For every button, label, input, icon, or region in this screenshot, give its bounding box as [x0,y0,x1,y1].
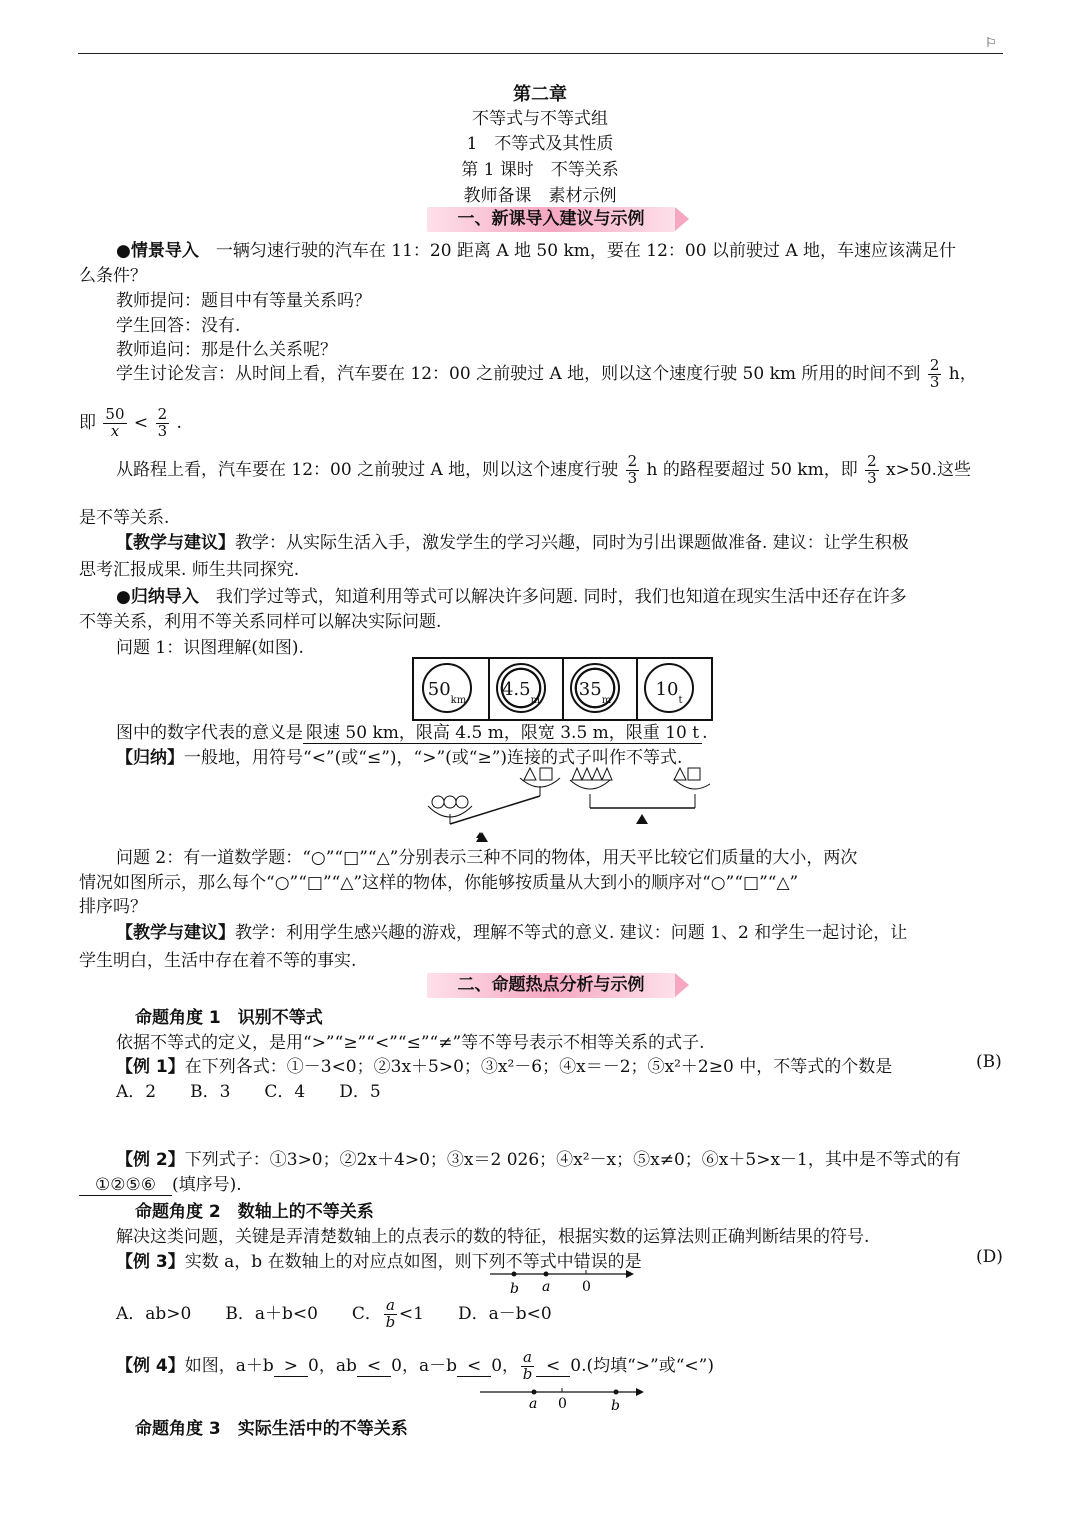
example-2-text: 下列式子：①3>0；②2x＋4>0；③x＝2 026；④x²－x；⑤x≠0；⑥x＋5>x－1，其中是不等式的有 [184,1150,961,1170]
teaching-advice-1-cont: 思考汇报成果. 师生共同探究. [79,560,300,580]
example-4-answer-1: > [274,1356,308,1377]
fraction-50-over-x [103,407,126,440]
student-answer-1: 学生回答：没有. [116,316,241,336]
ji-text: 即 [79,412,96,433]
problem-2-c: 排序吗？ [79,897,147,917]
meaning-lead: 图中的数字代表的意义是 [116,723,303,743]
teaching-advice-label: 【教学与建议】 [116,923,235,943]
sign-width-limit [570,663,620,713]
point-a [544,1272,549,1277]
frac-num: 2 [929,356,940,374]
example-3-label: 【例 3】 [116,1252,185,1272]
inequality-line [79,407,182,440]
fraction-two-thirds [928,358,942,391]
teacher-question-1: 教师提问：题目中有等量关系吗？ [116,291,371,311]
problem-1: 问题 1：识图理解(如图). [116,638,304,658]
lt-sign: < [133,412,149,433]
point-a [532,1390,537,1395]
sign-value: 10 [655,679,679,700]
sign-height-limit [496,663,546,713]
example-3-options-a: A．ab>0 B．a＋b<0 C． [116,1303,382,1324]
angle-3-title: 命题角度 3 实际生活中的不等关系 [135,1419,408,1439]
induction-label: ●归纳导入 [116,587,199,607]
frac-den: 3 [929,372,940,391]
flag-icon: ⚐ [985,36,997,51]
fraction-a-over-b-2 [521,1350,534,1383]
teaching-advice-label: 【教学与建议】 [116,533,235,553]
example-2-tail: (填序号). [171,1175,242,1195]
banner-new-lesson: 一、新课导入建议与示例 [427,207,675,232]
sign-divider [636,659,638,719]
frac-den: 3 [157,421,168,440]
angle-2-title: 命题角度 2 数轴上的不等关系 [135,1202,374,1222]
example-3-answer: (D) [976,1247,1003,1267]
frac-den: x [110,421,120,440]
example-3-options [116,1298,552,1331]
fraction-two-thirds-b [156,407,170,440]
frac-den: 3 [867,468,877,487]
frac-den: b [522,1364,533,1383]
angle-1-desc: 依据不等式的定义，是用“>”“≥”“<”“≤”“≠”等不等号表示不相等关系的式子. [116,1033,705,1053]
meaning-end: . [702,723,708,743]
example-4-answer-2: < [357,1356,391,1377]
angle-2-desc: 解决这类问题，关键是弄清楚数轴上的点表示的数的特征，根据实数的运算法则正确判断结果的符号. [116,1227,870,1247]
teacher-question-2: 教师追问：那是什么关系呢？ [116,340,337,360]
sign-divider [562,659,564,719]
scene-paragraph [116,236,956,261]
teaching-advice-text: 教学：从实际生活入手，激发学生的学习兴趣，同时为引出课题做准备. 建议：让学生积极 [235,533,909,553]
lesson-title: 第 1 课时 不等关系 [461,160,619,180]
frac-num: a [385,1296,395,1314]
induction-paragraph [116,582,907,607]
example-3-text: 实数 a，b 在数轴上的对应点如图，则下列不等式中错误的是 [184,1252,642,1272]
meaning-answer: 限速 50 km，限高 4.5 m，限宽 3.5 m，限重 10 t [303,723,702,744]
meaning-line [116,718,707,743]
label-b: b [510,1281,519,1297]
example-1 [116,1052,892,1077]
sign-divider [488,659,490,719]
induction-text: 我们学过等式，知道利用等式可以解决许多问题. 同时，我们也知道在现实生活中还存在许多 [198,587,907,607]
label-a: a [529,1396,538,1412]
sign-value: 4.5 [501,679,531,700]
sign-value: 35 [578,679,602,700]
sign-speed-limit [422,663,472,713]
sign-unit: m [530,695,541,706]
problem-2: 问题 2：有一道数学题：“○”“□”“△”分别表示三种不同的物体，用天平比较它们质量的大小，两次 [116,848,858,868]
sign-value: 50 [427,679,451,700]
route-text-a: 从路程上看，汽车要在 12：00 之前驶过 A 地，则以这个速度行驶 [116,459,619,480]
point-b [614,1390,619,1395]
problem-2-b: 情况如图所示，那么每个“○”“□”“△”这样的物体，你能够按质量从大到小的顺序对“○”“□”“△” [79,873,799,893]
balance-scales-figure [420,766,710,846]
frac-num: a [523,1348,532,1366]
example-4-label: 【例 4】 [116,1355,185,1376]
teaching-advice-text: 教学：利用学生感兴趣的游戏，理解不等式的意义. 建议：问题 1、2 和学生一起讨论，让 [235,923,908,943]
example-4-answer-4: < [536,1356,570,1377]
label-b: b [611,1398,620,1413]
label-zero: 0 [558,1396,567,1412]
example-4-answer-3: < [457,1356,491,1377]
example-1-options: A．2 B．3 C．4 D．5 [116,1082,381,1102]
example-1-text: 在下列各式：①－3<0；②3x＋5>0；③x²－6；④x＝－2；⑤x²＋2≥0 中，不等式的个数是 [184,1057,893,1077]
summary-text: 一般地，用符号“<”(或“≤”)，“>”(或“≥”)连接的式子叫作不等式. [184,748,683,768]
unit-title: 不等式与不等式组 [472,109,608,129]
balance-right [570,768,710,824]
example-4-a: 如图，a＋b [184,1355,274,1376]
fraction-a-over-b [384,1298,397,1331]
sign-unit: km [450,695,467,706]
route-text-b: h 的路程要超过 50 km，即 [646,459,858,480]
example-3-options-c: <1 D．a－b<0 [398,1303,552,1324]
sign-unit: m [601,695,612,706]
teaching-advice-1 [116,528,909,553]
route-line [116,454,971,487]
frac-num: 2 [157,405,168,423]
route-text-d: 是不等关系. [79,508,170,528]
label-zero: 0 [582,1279,591,1295]
header-rule [78,53,1003,54]
scene-text-2: 么条件？ [79,266,147,286]
teaching-advice-2-cont: 学生明白，生活中存在着不等的事实. [79,951,357,971]
fraction-two-thirds-d [865,454,879,487]
label-a: a [542,1279,551,1295]
fraction-two-thirds-c [626,454,640,487]
induction-text-2: 不等关系，利用不等关系同样可以解决实际问题. [79,612,442,632]
route-text-c: x>50.这些 [886,459,971,480]
number-line-example-3 [488,1265,638,1297]
frac-den: 3 [627,468,638,487]
teaching-advice-2 [116,918,907,943]
frac-num: 50 [105,405,125,423]
balance-left [428,768,560,842]
banner-hot-topics: 二、命题热点分析与示例 [427,973,675,998]
example-2-answer-line [79,1170,242,1195]
example-4-c: 0，a－b [391,1355,457,1376]
scene-text: 一辆匀速行驶的汽车在 11：20 距离 A 地 50 km，要在 12：00 以前驶过 A 地，车速应该满足什 [198,241,957,261]
example-4-e: 0.(均填“>”或“<”) [570,1355,714,1376]
summary-line [116,743,682,768]
frac-num: 2 [627,452,638,470]
example-4-b: 0，ab [308,1355,357,1376]
sign-unit: t [678,695,683,706]
discussion-text: 学生讨论发言：从时间上看，汽车要在 12：00 之前驶过 A 地，则以这个速度行驶 50 km 所用的时间不到 [116,363,921,384]
angle-1-title: 命题角度 1 识别不等式 [135,1008,323,1028]
example-4-d: 0， [491,1355,520,1376]
point-b [512,1272,517,1277]
section-title: 1 不等式及其性质 [466,134,614,154]
summary-label: 【归纳】 [116,748,184,768]
frac-den: b [385,1312,396,1331]
traffic-signs-figure [412,657,713,721]
dot: . [176,412,182,433]
example-2-answer: ①②⑤⑥ [79,1175,172,1196]
example-4 [116,1350,714,1383]
example-2-label: 【例 2】 [116,1150,185,1170]
subtitle: 教师备课 素材示例 [463,186,617,206]
example-2 [116,1145,961,1170]
sign-weight-limit [644,663,694,713]
example-1-label: 【例 1】 [116,1057,185,1077]
scene-label: ●情景导入 [116,241,199,261]
frac-num: 2 [867,452,877,470]
discussion-line [116,358,977,391]
number-line-example-4 [478,1383,648,1413]
chapter-title: 第二章 [513,84,567,105]
example-1-answer: (B) [976,1052,1002,1072]
hour-unit: h， [948,363,977,384]
